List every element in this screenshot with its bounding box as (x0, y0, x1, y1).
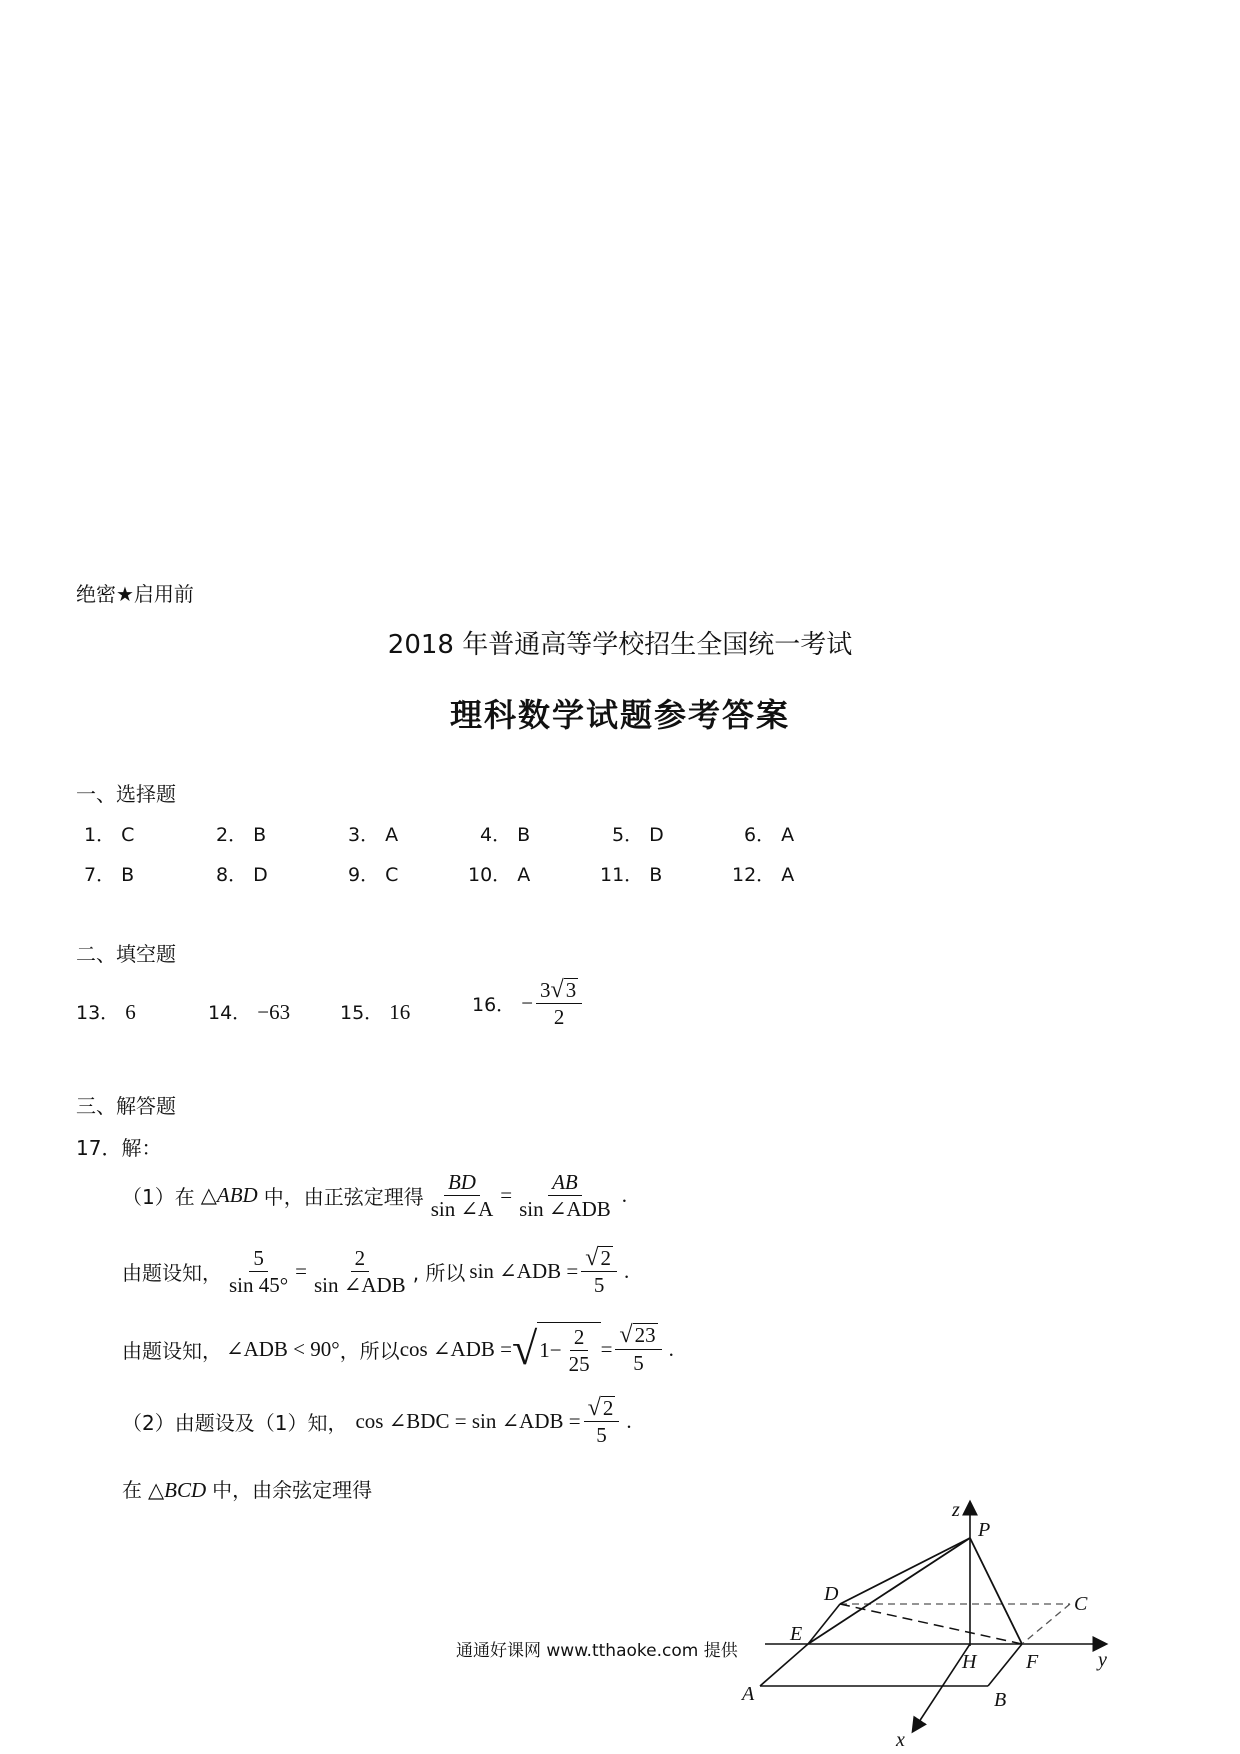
sqrt: √ 3 (550, 976, 577, 1003)
fraction: √ 2 5 (581, 1246, 617, 1297)
label-e: E (790, 1623, 803, 1645)
choice-answer: 3． A (348, 824, 399, 846)
label-y: y (1098, 1649, 1107, 1671)
fill-answer: 15． 16 (340, 1000, 411, 1024)
choice-answer: 10． A (468, 864, 531, 886)
section-title-fill: 二、填空题 (76, 942, 176, 966)
label-a: A (742, 1683, 755, 1705)
choice-answer: 7． B (84, 864, 135, 886)
fill-answer: 16． − 3 √ 3 2 (472, 978, 585, 1029)
edge-df (840, 1604, 1022, 1644)
question-17-label: 17．解： (76, 1136, 162, 1160)
edge-cf (1022, 1604, 1070, 1644)
choice-answer: 6． A (744, 824, 795, 846)
label-c: C (1074, 1593, 1088, 1615)
solution-line-5: 在 △BCD 中，由余弦定理得 (122, 1478, 373, 1502)
choice-answer: 1． C (84, 824, 135, 846)
label-d: D (824, 1583, 839, 1605)
sqrt: √ 2 (585, 1244, 611, 1271)
edge-bf (988, 1644, 1022, 1686)
choice-answer: 8． D (216, 864, 268, 886)
solution-line-4: （2）由题设及（1）知， cos ∠BDC = sin ∠ADB = √ 2 5 . (122, 1394, 632, 1448)
section-title-solve: 三、解答题 (76, 1094, 176, 1118)
choice-answer: 11． B (600, 864, 663, 886)
solution-line-3: 由题设知， ∠ADB < 90° ，所以 cos ∠ADB = √ 1− $\frac{2}{25}$ = √ 23 5 . (122, 1321, 674, 1377)
edge-ea (760, 1644, 808, 1686)
sqrt: √ 2 (587, 1394, 614, 1421)
edge-pf (970, 1538, 1022, 1644)
label-f: F (1026, 1651, 1039, 1673)
choice-answer: 12． A (732, 864, 795, 886)
document-title: 理科数学试题参考答案 (449, 696, 790, 734)
fraction: $\frac{BD}{\sin \angle A}$ (430, 1170, 494, 1222)
fill-answer: 13． 6 (76, 1000, 136, 1024)
footer-source: 通通好课网 www.tthaoke.com 提供 (456, 1641, 738, 1661)
choice-answer: 9． C (348, 864, 399, 886)
label-x: x (896, 1729, 905, 1751)
label-h: H (962, 1651, 977, 1673)
fill-answer: 14． −63 (208, 1000, 291, 1024)
fraction: √ 23 5 (615, 1323, 661, 1374)
choice-answer: 5． D (612, 824, 664, 846)
label-z: z (952, 1499, 960, 1521)
sqrt: √ 1− $\frac{2}{25}$ (512, 1322, 601, 1376)
secret-label: 绝密★启用前 (76, 582, 194, 606)
edge-pd (840, 1538, 970, 1604)
section-title-choice: 一、选择题 (76, 782, 176, 806)
fraction: $\frac{5}{\sin 45^\circ}$ (229, 1246, 289, 1298)
solution-line-1: （1）在 △ABD 中，由正弦定理得 $\frac{BD}{\sin \angle A}$ = $\frac{AB}{\text{sin ∠ADB}}$ . (122, 1170, 628, 1222)
fraction: $\frac{2}{\text{sin ∠ADB}}$ (314, 1246, 406, 1298)
pyramid-figure (740, 1496, 1120, 1752)
fraction: √ 2 5 (584, 1396, 620, 1447)
fraction: $\frac{AB}{\text{sin ∠ADB}}$ (519, 1170, 611, 1222)
fraction: $\frac{2}{25}$ (568, 1325, 590, 1377)
sqrt: √ 23 (619, 1321, 656, 1349)
fraction: 3 √ 3 2 (536, 978, 582, 1029)
solution-line-2: 由题设知， $\frac{5}{\sin 45^\circ}$ = $\frac{2}{\text{sin ∠ADB}}$ , 所以 sin ∠ADB = √ 2 5 . (122, 1244, 630, 1298)
choice-answer: 2． B (216, 824, 267, 846)
choice-answer: 4． B (480, 824, 531, 846)
exam-title: 2018 年普通高等学校招生全国统一考试 (387, 630, 853, 660)
label-p: P (978, 1519, 991, 1541)
label-b: B (994, 1689, 1007, 1711)
edge-de (808, 1604, 840, 1644)
